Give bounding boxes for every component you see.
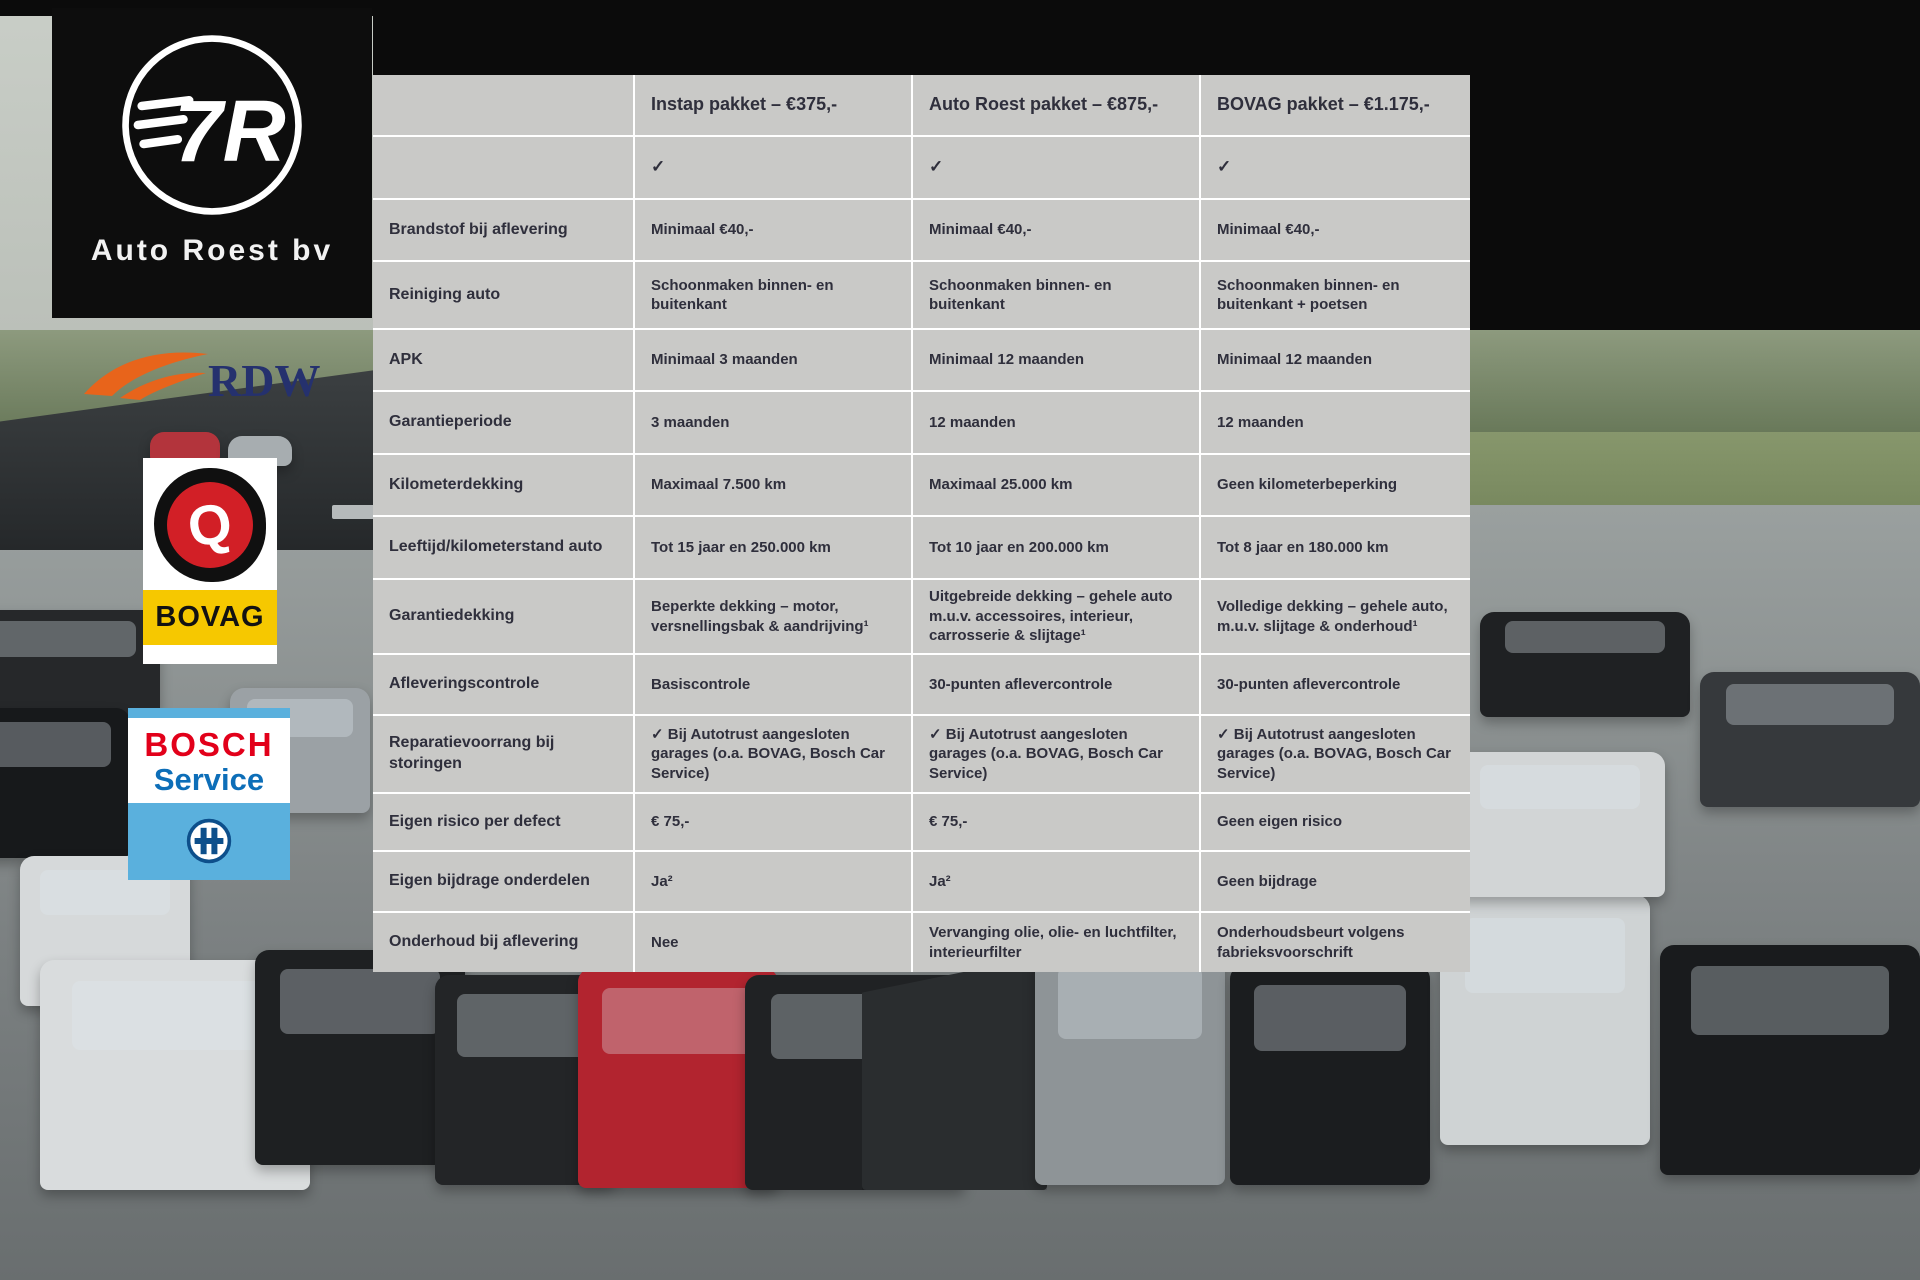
bosch-armature-icon: [185, 817, 233, 865]
rdw-logo: [80, 344, 336, 410]
package-value-cell: Maximaal 7.500 km: [635, 455, 911, 515]
package-comparison-table: [373, 75, 1470, 972]
package-value-cell: Basiscontrole: [635, 655, 911, 714]
row-label: Onderhoud bij aflevering: [373, 913, 633, 972]
package-value-cell: Uitgebreide dekking – gehele auto m.u.v. accessoires, interieur, carrosserie & slijtage¹: [913, 580, 1199, 653]
bovag-red-disc: [167, 482, 253, 568]
table-corner-cell: [373, 75, 633, 135]
package-value-cell: ✓ Bij Autotrust aangesloten garages (o.a. BOVAG, Bosch Car Service): [635, 716, 911, 792]
row-label: Garantiedekking: [373, 580, 633, 653]
bosch-top-band: [128, 708, 290, 718]
package-value-cell: Volledige dekking – gehele auto, m.u.v. slijtage & onderhoud¹: [1201, 580, 1470, 653]
car-silhouette: [1480, 612, 1690, 717]
package-value-cell: Geen eigen risico: [1201, 794, 1470, 850]
row-label: APK: [373, 330, 633, 390]
package-value-cell: 30-punten aflevercontrole: [913, 655, 1199, 714]
carport-silhouette: [862, 955, 1047, 1190]
car-silhouette: [1440, 895, 1650, 1145]
package-value-cell: Minimaal €40,-: [913, 200, 1199, 260]
package-value-cell: Minimaal 12 maanden: [913, 330, 1199, 390]
package-value-cell: 3 maanden: [635, 392, 911, 453]
row-label: Reiniging auto: [373, 262, 633, 328]
car-silhouette: [255, 950, 465, 1165]
package-value-cell: € 75,-: [913, 794, 1199, 850]
row-label: Reparatievoorrang bij storingen: [373, 716, 633, 792]
package-value-cell: Tot 10 jaar en 200.000 km: [913, 517, 1199, 578]
package-column-header: BOVAG pakket – €1.175,-: [1201, 75, 1470, 135]
bovag-logo: [143, 458, 277, 664]
package-value-cell: Minimaal €40,-: [1201, 200, 1470, 260]
bovag-wordmark: BOVAG: [143, 590, 277, 645]
car-silhouette: [1700, 672, 1920, 807]
package-value-cell: 12 maanden: [913, 392, 1199, 453]
package-column-header: Instap pakket – €375,-: [635, 75, 911, 135]
package-value-cell: Beperkte dekking – motor, versnellingsbak & aandrijving¹: [635, 580, 911, 653]
company-name: Auto Roest bv: [90, 234, 334, 267]
monogram-text: 7R: [174, 82, 286, 181]
bosch-text-block: [128, 718, 290, 803]
package-value-cell: Vervanging olie, olie- en luchtfilter, interieurfilter: [913, 913, 1199, 972]
package-value-cell: Ja²: [635, 852, 911, 911]
package-value-cell: Geen kilometerbeperking: [1201, 455, 1470, 515]
auto-roest-monogram-icon: [117, 30, 307, 220]
package-value-cell: Onderhoudsbeurt volgens fabrieksvoorschrift: [1201, 913, 1470, 972]
package-value-cell: Minimaal 3 maanden: [635, 330, 911, 390]
package-value-cell: Nee: [635, 913, 911, 972]
bosch-wordmark: BOSCH: [144, 726, 274, 763]
row-label: Leeftijd/kilometerstand auto: [373, 517, 633, 578]
included-check: ✓: [913, 137, 1199, 198]
package-value-cell: Geen bijdrage: [1201, 852, 1470, 911]
bovag-mark-icon: [154, 468, 266, 582]
package-value-cell: € 75,-: [635, 794, 911, 850]
bosch-service-wordmark: Service: [153, 761, 265, 797]
row-label: Brandstof bij aflevering: [373, 200, 633, 260]
bosch-service-logo: [128, 708, 290, 880]
row-label: Kilometerdekking: [373, 455, 633, 515]
package-value-cell: Ja²: [913, 852, 1199, 911]
package-value-cell: Minimaal €40,-: [635, 200, 911, 260]
package-value-cell: Schoonmaken binnen- en buitenkant: [913, 262, 1199, 328]
package-value-cell: Schoonmaken binnen- en buitenkant + poetsen: [1201, 262, 1470, 328]
package-value-cell: ✓ Bij Autotrust aangesloten garages (o.a. BOVAG, Bosch Car Service): [913, 716, 1199, 792]
bosch-bottom-band: [128, 803, 290, 880]
included-check: ✓: [1201, 137, 1470, 198]
package-value-cell: Tot 8 jaar en 180.000 km: [1201, 517, 1470, 578]
package-value-cell: 12 maanden: [1201, 392, 1470, 453]
package-value-cell: ✓ Bij Autotrust aangesloten garages (o.a. BOVAG, Bosch Car Service): [1201, 716, 1470, 792]
car-silhouette: [1230, 965, 1430, 1185]
package-value-cell: Tot 15 jaar en 250.000 km: [635, 517, 911, 578]
bovag-q-glyph: Q: [183, 490, 236, 559]
row-label: Eigen bijdrage onderdelen: [373, 852, 633, 911]
car-silhouette: [0, 708, 130, 858]
package-column-header: Auto Roest pakket – €875,-: [913, 75, 1199, 135]
row-label: Afleveringscontrole: [373, 655, 633, 714]
package-value-cell: Schoonmaken binnen- en buitenkant: [635, 262, 911, 328]
package-value-cell: Minimaal 12 maanden: [1201, 330, 1470, 390]
auto-roest-logo: [52, 8, 372, 318]
included-check: ✓: [635, 137, 911, 198]
package-value-cell: 30-punten aflevercontrole: [1201, 655, 1470, 714]
car-silhouette: [1035, 945, 1225, 1185]
package-value-cell: Maximaal 25.000 km: [913, 455, 1199, 515]
row-label: Garantieperiode: [373, 392, 633, 453]
row-label: Eigen risico per defect: [373, 794, 633, 850]
rdw-wordmark: RDW: [208, 355, 321, 406]
row-label: [373, 137, 633, 198]
car-silhouette: [1660, 945, 1920, 1175]
car-silhouette: [1455, 752, 1665, 897]
